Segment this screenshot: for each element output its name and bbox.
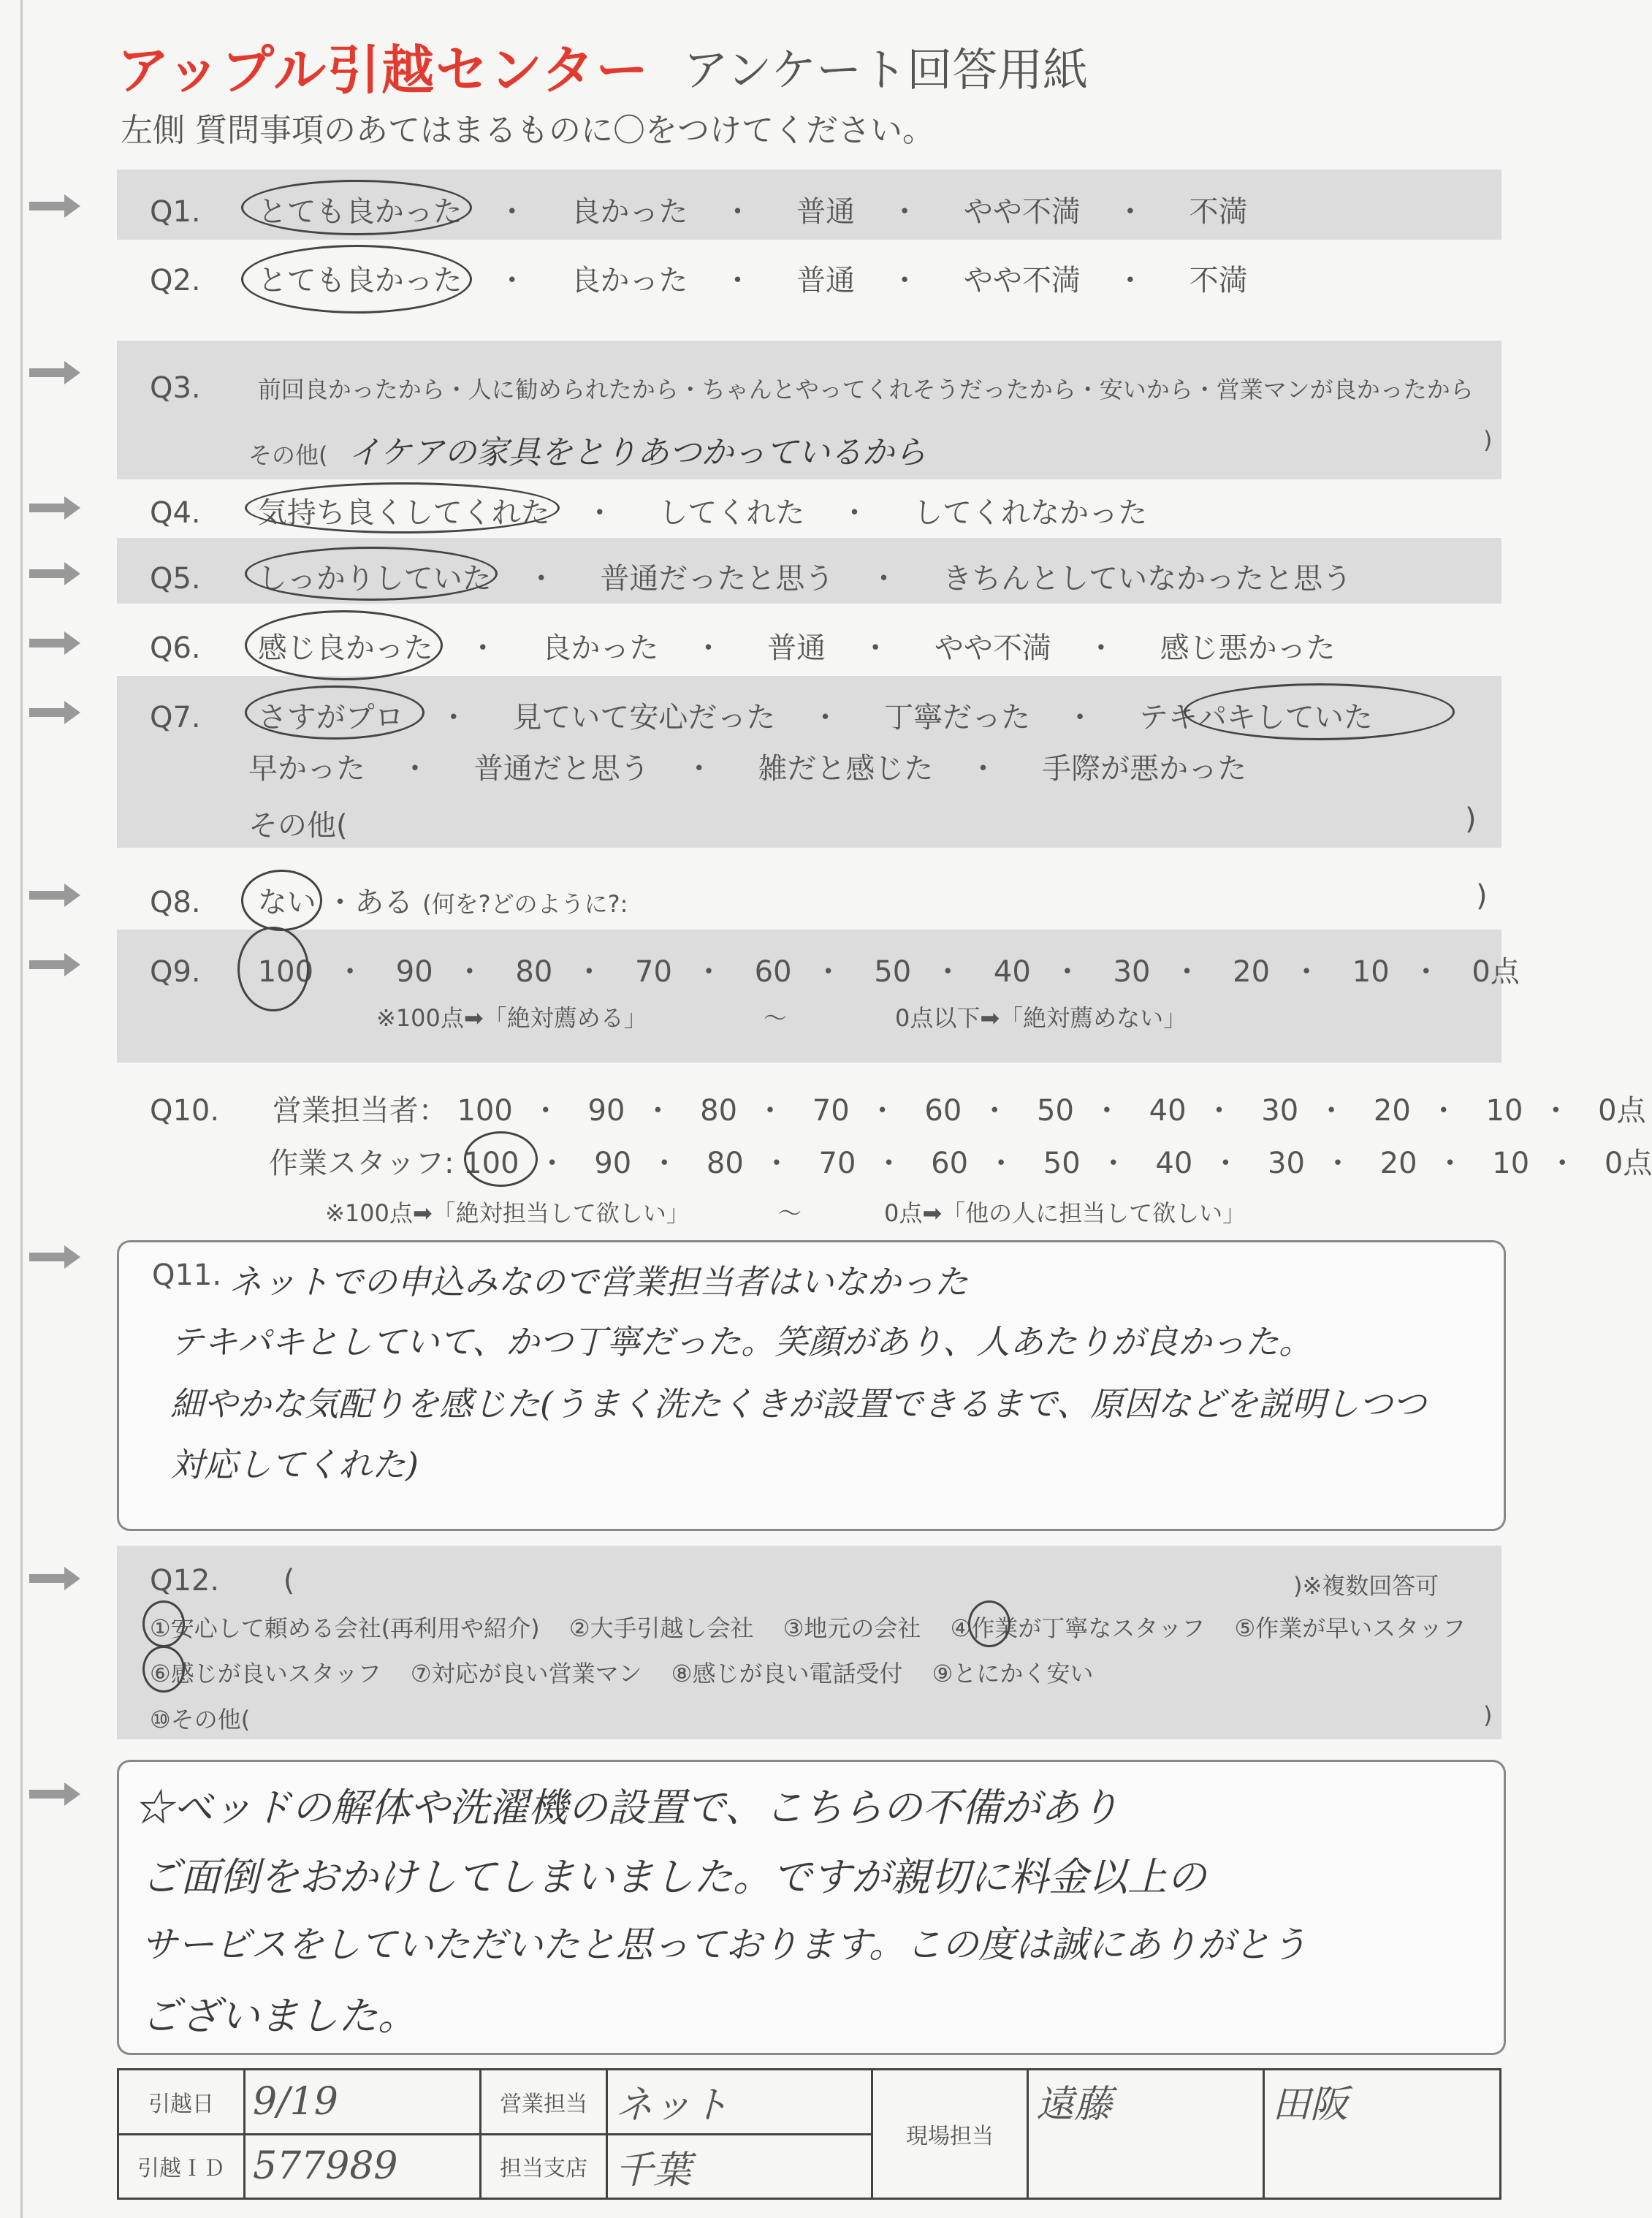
selection-circle — [245, 482, 560, 533]
q7-option[interactable]: さすがプロ — [257, 701, 404, 734]
sales-label: 営業担当 — [481, 2070, 607, 2135]
q10-sales-score[interactable]: 0点 — [1598, 1094, 1646, 1128]
q6-option[interactable]: 感じ良かった — [257, 631, 433, 665]
q11-label: Q11. — [152, 1258, 222, 1292]
q6-option[interactable]: 感じ悪かった — [1160, 631, 1336, 665]
form-title: アンケート回答用紙 — [683, 43, 1089, 96]
q7-option[interactable]: 手際が悪かった — [1042, 752, 1247, 786]
q6-option[interactable]: 良かった — [541, 631, 659, 665]
q10-staff-score[interactable]: 60 — [931, 1147, 969, 1180]
arrow-icon — [29, 881, 80, 910]
q10-sales-score[interactable]: 50 — [1037, 1094, 1074, 1128]
q7-option[interactable]: 雑だと感じた — [758, 752, 934, 786]
q10-staff-score[interactable]: 30 — [1268, 1147, 1305, 1180]
q9-note-mid: 〜 — [764, 1004, 788, 1032]
q10-note-right: 0点➡「他の人に担当して欲しい」 — [884, 1199, 1246, 1227]
q1-row: Q1. とても良かった ・ 良かった ・ 普通 ・ やや不満 ・ 不満 — [150, 189, 1248, 230]
q1-option[interactable]: やや不満 — [963, 195, 1081, 229]
selection-circle — [237, 927, 309, 1011]
q9-score[interactable]: 0点 — [1472, 955, 1520, 989]
q8-close: ) — [1476, 879, 1488, 913]
q10-sales-score[interactable]: 40 — [1149, 1094, 1187, 1128]
q11-answer-line: 対応してくれた) — [170, 1445, 419, 1484]
q7-row1: Q7. さすがプロ ・ 見ていて安心だった ・ 丁寧だった ・ テキパキしていた — [150, 694, 1373, 736]
q10-sales-score[interactable]: 90 — [587, 1094, 625, 1128]
q7-other-close: ) — [1465, 802, 1477, 836]
q10-note-mid: 〜 — [778, 1199, 802, 1227]
move-id-value[interactable]: 577989 — [245, 2134, 481, 2199]
q9-score[interactable]: 50 — [874, 955, 912, 989]
q3-other-answer[interactable]: イケアの家具をとりあつかっているから — [348, 434, 926, 471]
q1-option[interactable]: 不満 — [1189, 195, 1248, 229]
q10-staff-score[interactable]: 70 — [818, 1147, 856, 1180]
q2-option[interactable]: とても良かった — [257, 264, 463, 297]
reply-line: ご面倒をおかけしてしまいました。ですが親切に料金以上の — [141, 1854, 1206, 1900]
q10-note-left: ※100点➡「絶対担当して欲しい」 — [325, 1199, 690, 1227]
q10-staff-score[interactable]: 10 — [1492, 1147, 1530, 1180]
q3-other-row — [248, 426, 926, 473]
q12-option[interactable]: ⑦対応が良い営業マン — [410, 1660, 642, 1687]
q12-option[interactable]: ⑥感じが良いスタッフ — [150, 1660, 381, 1687]
q6-option[interactable]: やや不満 — [934, 631, 1051, 665]
q12-option[interactable]: ③地元の会社 — [783, 1614, 921, 1642]
selection-circle — [142, 1600, 185, 1647]
q1-option[interactable]: とても良かった — [257, 195, 463, 229]
q10-sales-score[interactable]: 10 — [1485, 1094, 1523, 1128]
q9-score[interactable]: 70 — [635, 955, 672, 989]
q10-staff-score[interactable]: 90 — [594, 1147, 632, 1180]
company-reply-box — [117, 1760, 1506, 2055]
q9-score[interactable]: 30 — [1113, 955, 1151, 989]
q9-note-left: ※100点➡「絶対薦める」 — [376, 1004, 647, 1032]
q12-option[interactable]: ①安心して頼める会社(再利用や紹介) — [150, 1614, 540, 1642]
selection-circle — [142, 1646, 185, 1693]
q10-staff-score[interactable]: 40 — [1155, 1147, 1193, 1180]
arrow-icon — [29, 493, 80, 523]
q12-other-close: ) — [1483, 1701, 1493, 1729]
q3-other-close: ) — [1483, 426, 1493, 454]
footer-info-table — [117, 2068, 1501, 2200]
q6-row: Q6. 感じ良かった ・ 良かった ・ 普通 ・ やや不満 ・ 感じ悪かった — [150, 625, 1336, 666]
selection-circle — [241, 245, 472, 314]
q9-score[interactable]: 60 — [754, 955, 792, 989]
q9-score[interactable]: 100 — [257, 955, 314, 989]
move-id-label: 引越ＩＤ — [118, 2134, 245, 2199]
site-value-2[interactable]: 田阪 — [1264, 2070, 1501, 2199]
q5-row: Q5. しっかりしていた ・ 普通だったと思う ・ きちんとしていなかったと思う — [150, 555, 1352, 597]
q10-label: Q10. — [150, 1094, 220, 1128]
q10-staff-score[interactable]: 0点 — [1604, 1147, 1652, 1180]
arrow-icon — [29, 559, 80, 588]
branch-value[interactable]: 千葉 — [607, 2134, 872, 2199]
q10-sales-score[interactable]: 100 — [457, 1094, 513, 1128]
q4-option[interactable]: 気持ち良くしてくれた — [257, 496, 550, 530]
q7-option[interactable]: 早かった — [248, 752, 365, 786]
q12-option[interactable]: ④作業が丁寧なスタッフ — [950, 1614, 1206, 1642]
binding-margin — [20, 0, 23, 2218]
q12-option[interactable]: ⑧感じが良い電話受付 — [671, 1660, 903, 1687]
q3-row — [150, 371, 1474, 405]
q2-label: Q2. — [150, 264, 201, 297]
arrow-icon — [29, 628, 80, 658]
q7-option[interactable]: テキパキしていた — [1138, 701, 1373, 734]
q11-answer-line: ネットでの申込みなので営業担当者はいなかった — [229, 1262, 968, 1302]
instruction-text: 左側 質問事項のあてはまるものに〇をつけてください。 — [121, 112, 935, 149]
q9-score[interactable]: 90 — [395, 955, 433, 989]
q7-option[interactable]: 普通だと思う — [473, 752, 650, 786]
q7-option[interactable]: 丁寧だった — [884, 701, 1031, 734]
branch-label: 担当支店 — [481, 2134, 607, 2199]
sales-value[interactable]: ネット — [607, 2070, 872, 2135]
q2-option[interactable]: 良かった — [571, 264, 688, 297]
q12-open: ( — [283, 1564, 295, 1598]
q12-row — [150, 1564, 294, 1598]
q10-staff-score[interactable]: 100 — [463, 1147, 519, 1180]
q3-label: Q3. — [150, 371, 201, 405]
q5-option[interactable]: しっかりしていた — [257, 562, 492, 596]
q10-staff-score[interactable]: 50 — [1043, 1147, 1081, 1180]
q12-label: Q12. — [150, 1564, 220, 1598]
move-date-value[interactable]: 9/19 — [245, 2070, 481, 2135]
q3-options[interactable]: 前回良かったから・人に勧められたから・ちゃんとやってくれそうだったから・安いから・営業マンが良かったから — [257, 376, 1474, 403]
arrow-icon — [29, 1564, 80, 1593]
q9-score[interactable]: 10 — [1352, 955, 1390, 989]
q1-label: Q1. — [150, 195, 201, 229]
q9-score[interactable]: 20 — [1233, 955, 1271, 989]
q1-option[interactable]: 普通 — [796, 195, 856, 229]
selection-circle — [245, 547, 498, 601]
q4-label: Q4. — [150, 496, 201, 530]
q10-staff-label: 作業スタッフ: — [269, 1147, 454, 1180]
q7-other[interactable]: その他( — [248, 809, 348, 843]
arrow-icon — [29, 1242, 80, 1272]
q10-sales-score[interactable]: 30 — [1261, 1094, 1299, 1128]
q6-label: Q6. — [150, 631, 201, 665]
q8-label: Q8. — [150, 886, 201, 919]
q8-detail[interactable]: (何を?どのように?: — [422, 890, 628, 918]
q11-answer-line: テキパキとしていて、かつ丁寧だった。笑顔があり、人あたりが良かった。 — [170, 1322, 1313, 1361]
q8-option-no[interactable]: ない — [257, 886, 316, 919]
q8-row — [150, 879, 628, 921]
arrow-icon — [29, 358, 80, 387]
q4-option[interactable]: してくれなかった — [913, 496, 1148, 530]
q7-row2: 早かった ・ 普通だと思う ・ 雑だと感じた ・ 手際が悪かった — [248, 745, 1246, 787]
selection-circle — [241, 870, 322, 931]
q2-option[interactable]: 普通 — [796, 264, 856, 297]
q11-answer-line: 細やかな気配りを感じた(うまく洗たくきが設置できるまで、原因などを説明しつつ — [170, 1384, 1427, 1424]
q3-other-prefix: その他( — [248, 441, 328, 469]
q5-option[interactable]: きちんとしていなかったと思う — [943, 562, 1352, 596]
q7-label: Q7. — [150, 701, 201, 734]
q2-row: Q2. とても良かった ・ 良かった ・ 普通 ・ やや不満 ・ 不満 — [150, 257, 1248, 299]
q10-sales-label: 営業担当者： — [272, 1094, 448, 1128]
selection-circle — [464, 1131, 538, 1187]
q10-sales-score[interactable]: 60 — [924, 1094, 962, 1128]
q12-items-row2 — [150, 1655, 1093, 1689]
q7-option[interactable]: 見ていて安心だった — [512, 701, 776, 734]
q8-option-yes[interactable]: ・ある — [325, 886, 414, 919]
arrow-icon — [29, 191, 80, 221]
selection-circle — [968, 1600, 1010, 1647]
q10-sales-score[interactable]: 80 — [700, 1094, 738, 1128]
selection-circle — [241, 180, 472, 235]
q9-note-right: 0点以下➡「絶対薦めない」 — [895, 1004, 1187, 1032]
q6-option[interactable]: 普通 — [767, 631, 826, 665]
q4-option[interactable]: してくれた — [658, 496, 805, 530]
q10-staff-score[interactable]: 20 — [1379, 1147, 1417, 1180]
q9-score[interactable]: 80 — [515, 955, 553, 989]
q12-close: )※複数回答可 — [1293, 1572, 1439, 1600]
selection-circle — [1184, 683, 1455, 740]
q4-row: Q4. 気持ち良くしてくれた ・ してくれた ・ してくれなかった — [150, 490, 1147, 531]
selection-circle — [245, 610, 443, 680]
q10-sales-score[interactable]: 20 — [1373, 1094, 1411, 1128]
reply-line: ございました。 — [141, 1993, 417, 2039]
reply-line: サービスをしていただいたと思っております。この度は誠にありがとう — [141, 1923, 1307, 1966]
q1-option[interactable]: 良かった — [571, 195, 688, 229]
q2-option[interactable]: やや不満 — [963, 264, 1081, 297]
q12-other[interactable]: ⑩その他( — [150, 1706, 251, 1733]
q2-option[interactable]: 不満 — [1189, 264, 1248, 297]
brand-name: アップル引越センター — [117, 39, 650, 101]
q12-option[interactable]: ②大手引越し会社 — [568, 1614, 754, 1642]
q10-row-staff: 作業スタッフ: 100 ・ 90 ・ 80 ・ 70 ・ 60 ・ 50 ・ 40 ・ 30 ・ 20 ・ 10 ・ 0点 — [269, 1147, 1652, 1180]
selection-circle — [245, 685, 425, 740]
q9-score[interactable]: 40 — [993, 955, 1031, 989]
arrow-icon — [29, 950, 80, 979]
site-label: 現場担当 — [872, 2070, 1028, 2199]
arrow-icon — [29, 698, 80, 727]
arrow-icon — [29, 1780, 80, 1809]
q12-option[interactable]: ⑤作業が早いスタッフ — [1234, 1614, 1466, 1642]
q5-option[interactable]: 普通だったと思う — [600, 562, 834, 596]
q10-staff-score[interactable]: 80 — [706, 1147, 744, 1180]
q10-sales-score[interactable]: 70 — [812, 1094, 850, 1128]
q5-label: Q5. — [150, 562, 201, 596]
site-value-1[interactable]: 遠藤 — [1028, 2070, 1264, 2199]
reply-line: ☆ベッドの解体や洗濯機の設置で、こちらの不備があり — [134, 1785, 1119, 1831]
q9-row: Q9. 100 ・ 90 ・ 80 ・ 70 ・ 60 ・ 50 ・ 40 ・ 30 ・ 20 ・ 10 ・ 0点 — [150, 955, 1520, 989]
q12-option[interactable]: ⑨とにかく安い — [932, 1660, 1094, 1687]
q9-label: Q9. — [150, 955, 201, 989]
q10-row-sales: Q10. 営業担当者： 100 ・ 90 ・ 80 ・ 70 ・ 60 ・ 50 ・ 40 ・ 30 ・ 20 ・ 10 ・ 0点 — [150, 1094, 1646, 1128]
move-date-label: 引越日 — [118, 2070, 245, 2135]
q12-items-row1 — [150, 1610, 1466, 1644]
q11-comment-box[interactable] — [117, 1240, 1506, 1531]
